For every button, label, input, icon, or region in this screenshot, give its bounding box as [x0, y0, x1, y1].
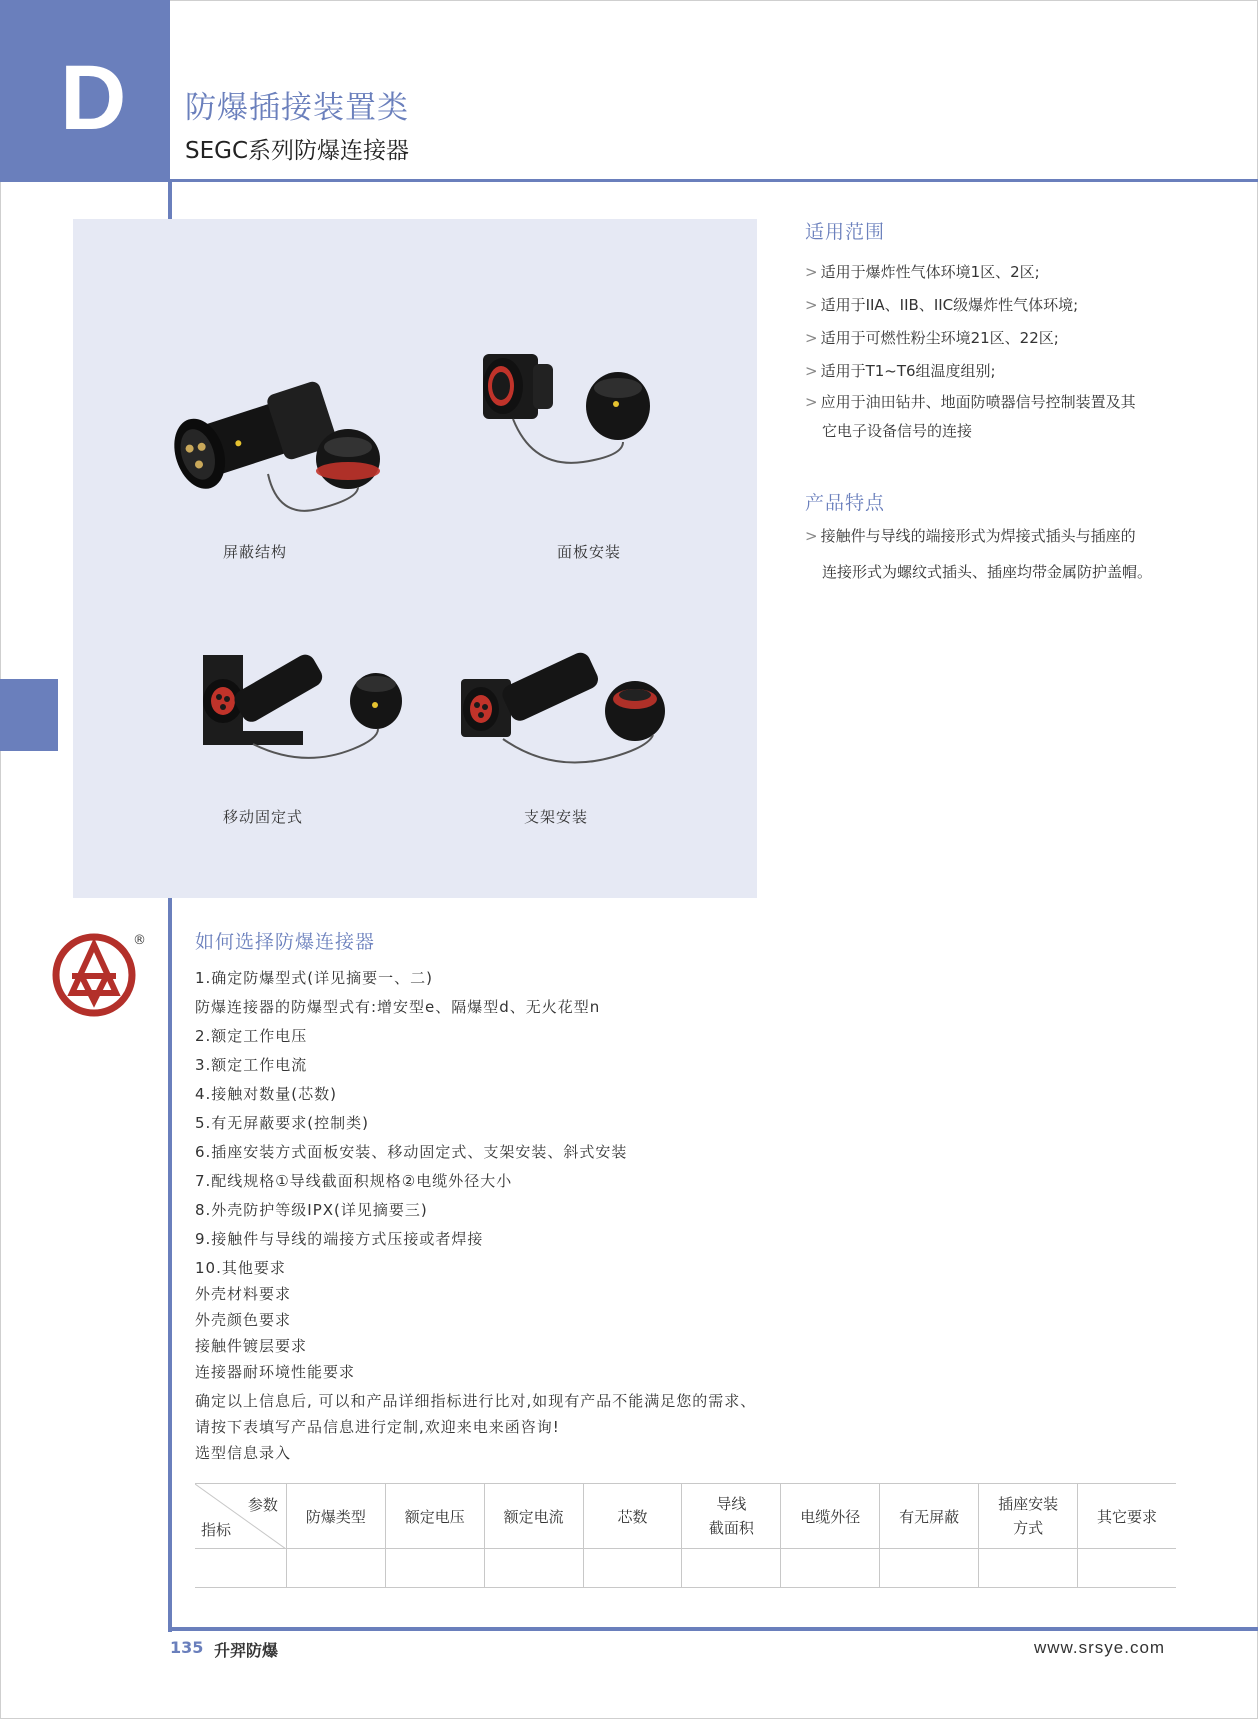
- table-header-row: [195, 1484, 1176, 1549]
- table-input-cell[interactable]: [195, 1549, 286, 1588]
- selection-step: 确定以上信息后, 可以和产品详细指标进行比对,如现有产品不能满足您的需求、: [195, 1392, 757, 1410]
- scope-item: > 适用于T1~T6组温度组别;: [805, 362, 996, 380]
- scope-item: > 适用于可燃性粉尘环境21区、22区;: [805, 329, 1059, 347]
- registered-mark: ®: [133, 933, 146, 948]
- category-title: 防爆插接装置类: [185, 90, 409, 126]
- footer-rule: [168, 1627, 1258, 1631]
- connector-bracket-icon: [453, 639, 683, 779]
- features-title: 产品特点: [805, 492, 886, 514]
- scope-item: > 应用于油田钻井、地面防喷器信号控制装置及其: [805, 393, 1136, 411]
- selection-step: 10.其他要求: [195, 1259, 286, 1277]
- feature-item: > 接触件与导线的端接形式为焊接式插头与插座的: [805, 527, 1136, 545]
- table-header-cell: 额定电压: [385, 1484, 484, 1549]
- table-input-cell[interactable]: [286, 1549, 385, 1588]
- corner-bottom-label: 指标: [201, 1521, 232, 1539]
- table-header-cell: 电缆外径: [781, 1484, 880, 1549]
- company-logo-icon: [52, 933, 136, 1017]
- selection-step: 外壳颜色要求: [195, 1311, 292, 1329]
- table-header-cell: 导线 截面积: [682, 1484, 781, 1549]
- vertical-rule-bottom: [168, 898, 172, 1632]
- product-image-panel: [473, 344, 663, 498]
- selection-step: 1.确定防爆型式(详见摘要一、二): [195, 969, 434, 987]
- page-number: 135: [170, 1638, 204, 1657]
- selection-step: 6.插座安装方式面板安装、移动固定式、支架安装、斜式安装: [195, 1143, 628, 1161]
- table-input-cell[interactable]: [880, 1549, 979, 1588]
- product-label-mobile-fixed: 移动固定式: [223, 808, 304, 826]
- feature-item-continued: 连接形式为螺纹式插头、插座均带金属防护盖帽。: [822, 563, 1153, 581]
- scope-item: > 适用于IIA、IIB、IIC级爆炸性气体环境;: [805, 296, 1079, 314]
- company-logo: [52, 933, 136, 1021]
- corner-top-label: 参数: [247, 1496, 278, 1514]
- section-letter: D: [60, 47, 127, 149]
- table-corner-cell: [195, 1484, 286, 1549]
- scope-item: > 适用于爆炸性气体环境1区、2区;: [805, 263, 1040, 281]
- selection-step: 4.接触对数量(芯数): [195, 1085, 338, 1103]
- table-header-cell: 插座安装 方式: [979, 1484, 1078, 1549]
- selection-step: 外壳材料要求: [195, 1285, 292, 1303]
- header-rule: [170, 179, 1258, 182]
- table-input-cell[interactable]: [583, 1549, 682, 1588]
- product-panel: [73, 219, 757, 898]
- selection-step: 9.接触件与导线的端接方式压接或者焊接: [195, 1230, 484, 1248]
- footer-brand: 升羿防爆: [214, 1641, 279, 1660]
- table-header-cell: 额定电流: [484, 1484, 583, 1549]
- table-header-cell: 其它要求: [1078, 1484, 1176, 1549]
- product-label-bracket: 支架安装: [524, 808, 589, 826]
- product-image-bracket: [453, 639, 683, 783]
- connector-panel-icon: [473, 344, 663, 494]
- connector-mobile-fixed-icon: [193, 639, 423, 779]
- selection-table: [195, 1483, 1176, 1588]
- table-input-cell[interactable]: [1078, 1549, 1176, 1588]
- table-input-cell[interactable]: [385, 1549, 484, 1588]
- table-input-cell[interactable]: [979, 1549, 1078, 1588]
- footer-url[interactable]: www.srsye.com: [1034, 1638, 1166, 1657]
- table-input-row: [195, 1549, 1176, 1588]
- table-header-cell: 防爆类型: [286, 1484, 385, 1549]
- connector-shielded-icon: [158, 359, 388, 519]
- selection-step: 8.外壳防护等级IPX(详见摘要三): [195, 1201, 428, 1219]
- scope-title: 适用范围: [805, 221, 886, 243]
- selection-step: 5.有无屏蔽要求(控制类): [195, 1114, 370, 1132]
- selection-step: 选型信息录入: [195, 1444, 292, 1462]
- product-image-shielded: [158, 359, 388, 523]
- product-label-panel: 面板安装: [557, 543, 622, 561]
- table-input-cell[interactable]: [781, 1549, 880, 1588]
- selection-step: 连接器耐环境性能要求: [195, 1363, 356, 1381]
- selection-step: 请按下表填写产品信息进行定制,欢迎来电来函咨询!: [195, 1418, 560, 1436]
- selection-title: 如何选择防爆连接器: [195, 931, 376, 953]
- selection-step: 防爆连接器的防爆型式有:增安型e、隔爆型d、无火花型n: [195, 998, 601, 1016]
- scope-item-continued: 它电子设备信号的连接: [822, 422, 973, 440]
- table-header-cell: 有无屏蔽: [880, 1484, 979, 1549]
- series-title: SEGC系列防爆连接器: [185, 138, 410, 164]
- table-input-cell[interactable]: [682, 1549, 781, 1588]
- table-input-cell[interactable]: [484, 1549, 583, 1588]
- product-image-mobile-fixed: [193, 639, 423, 783]
- table-header-cell: 芯数: [583, 1484, 682, 1549]
- side-tab: [0, 679, 58, 751]
- selection-table-wrap: [195, 1483, 1176, 1588]
- selection-step: 3.额定工作电流: [195, 1056, 308, 1074]
- selection-step: 2.额定工作电压: [195, 1027, 308, 1045]
- selection-step: 7.配线规格①导线截面积规格②电缆外径大小: [195, 1172, 513, 1190]
- vertical-rule-top: [168, 182, 172, 220]
- product-label-shielded: 屏蔽结构: [223, 543, 288, 561]
- selection-step: 接触件镀层要求: [195, 1337, 308, 1355]
